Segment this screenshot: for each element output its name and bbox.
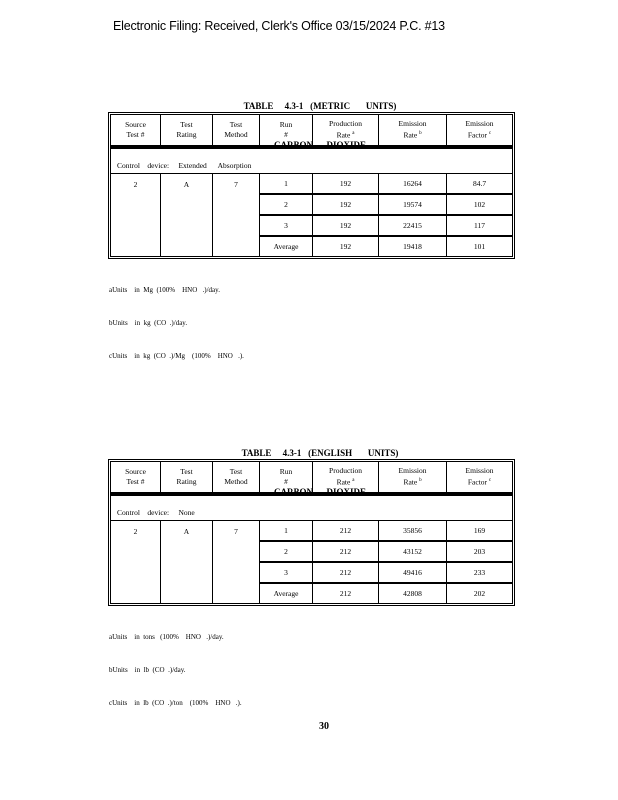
col-header-source-test: Source Test # xyxy=(111,115,161,148)
footnote: cUnits in lb (CO .)/ton (100% HNO .). xyxy=(109,699,242,707)
table-2-title-line1: TABLE 4.3-1 (ENGLISH UNITS) xyxy=(241,448,399,458)
emission-rate-cell: 19574 xyxy=(379,194,447,215)
run-cell: 1 xyxy=(260,521,313,542)
table-1-header-row xyxy=(111,115,513,148)
table-2-title-line2: CARBON DIOXIDE xyxy=(273,487,366,497)
test-method-cell: 7 xyxy=(213,174,260,257)
table-1-control-row xyxy=(111,147,513,174)
production-rate-cell: 212 xyxy=(313,541,379,562)
footnote: bUnits in kg (CO .)/day. xyxy=(109,319,188,327)
col-header-emission-rate: Emission Rate $^b$ xyxy=(379,115,447,148)
emission-factor-cell: 117 xyxy=(447,215,513,236)
test-rating-cell: A xyxy=(161,521,213,604)
production-rate-cell: 192 xyxy=(313,174,379,195)
emission-factor-cell: 202 xyxy=(447,583,513,604)
emission-rate-cell: 49416 xyxy=(379,562,447,583)
emission-factor-cell: 169 xyxy=(447,521,513,542)
run-cell: 2 xyxy=(260,194,313,215)
filing-stamp: Electronic Filing: Received, Clerk's Office 03/15/2024 P.C. #13 xyxy=(113,19,445,33)
table-1 xyxy=(110,114,513,257)
production-rate-cell: 212 xyxy=(313,562,379,583)
emission-factor-cell: 102 xyxy=(447,194,513,215)
production-rate-cell: 192 xyxy=(313,236,379,257)
col-header-run: Run # xyxy=(260,115,313,148)
emission-rate-cell: 16264 xyxy=(379,174,447,195)
run-cell: 1 xyxy=(260,174,313,195)
table-1-title-line1: TABLE 4.3-1 (METRIC UNITS) xyxy=(243,101,397,111)
footnote: cUnits in kg (CO .)/Mg (100% HNO .). xyxy=(109,352,244,360)
control-device: Control device: Extended Absorption xyxy=(111,147,513,174)
table-row xyxy=(111,174,513,195)
production-rate-cell: 212 xyxy=(313,583,379,604)
footnote: bUnits in lb (CO .)/day. xyxy=(109,666,186,674)
production-rate-cell: 192 xyxy=(313,194,379,215)
emission-factor-cell: 233 xyxy=(447,562,513,583)
col-header-production-rate: Production Rate $^a$ xyxy=(313,115,379,148)
source-test-cell: 2 xyxy=(111,521,161,604)
col-header-test-method: Test Method xyxy=(213,115,260,148)
col-header-emission-rate: Emission Rate $^b$ xyxy=(379,462,447,495)
table-2-control-row xyxy=(111,494,513,521)
emission-rate-cell: 22415 xyxy=(379,215,447,236)
emission-factor-cell: 101 xyxy=(447,236,513,257)
footnote: aUnits in Mg (100% HNO .)/day. xyxy=(109,286,220,294)
emission-factor-cell: 203 xyxy=(447,541,513,562)
source-test-cell: 2 xyxy=(111,174,161,257)
col-header-source-test: Source Test # xyxy=(111,462,161,495)
page-number: 30 xyxy=(319,721,329,732)
table-row xyxy=(111,521,513,542)
table-1-footnotes xyxy=(109,263,244,373)
emission-factor-cell: 84.7 xyxy=(447,174,513,195)
footnote: aUnits in tons (100% HNO .)/day. xyxy=(109,633,224,641)
table-2-footnotes xyxy=(109,610,242,720)
run-cell: 2 xyxy=(260,541,313,562)
table-2 xyxy=(110,461,513,604)
col-header-emission-factor: Emission Factor $^c$ xyxy=(447,115,513,148)
col-header-test-rating: Test Rating xyxy=(161,462,213,495)
production-rate-cell: 212 xyxy=(313,521,379,542)
run-cell: Average xyxy=(260,236,313,257)
col-header-run: Run # xyxy=(260,462,313,495)
control-device: Control device: None xyxy=(111,494,513,521)
col-header-test-method: Test Method xyxy=(213,462,260,495)
table-1-title-line2: CARBON DIOXIDE xyxy=(273,140,366,150)
col-header-production-rate: Production Rate $^a$ xyxy=(313,462,379,495)
run-cell: 3 xyxy=(260,215,313,236)
emission-rate-cell: 42808 xyxy=(379,583,447,604)
table-2-header-row xyxy=(111,462,513,495)
col-header-test-rating: Test Rating xyxy=(161,115,213,148)
emission-rate-cell: 43152 xyxy=(379,541,447,562)
col-header-emission-factor: Emission Factor $^c$ xyxy=(447,462,513,495)
run-cell: 3 xyxy=(260,562,313,583)
run-cell: Average xyxy=(260,583,313,604)
emission-rate-cell: 19418 xyxy=(379,236,447,257)
production-rate-cell: 192 xyxy=(313,215,379,236)
emission-rate-cell: 35856 xyxy=(379,521,447,542)
test-method-cell: 7 xyxy=(213,521,260,604)
test-rating-cell: A xyxy=(161,174,213,257)
